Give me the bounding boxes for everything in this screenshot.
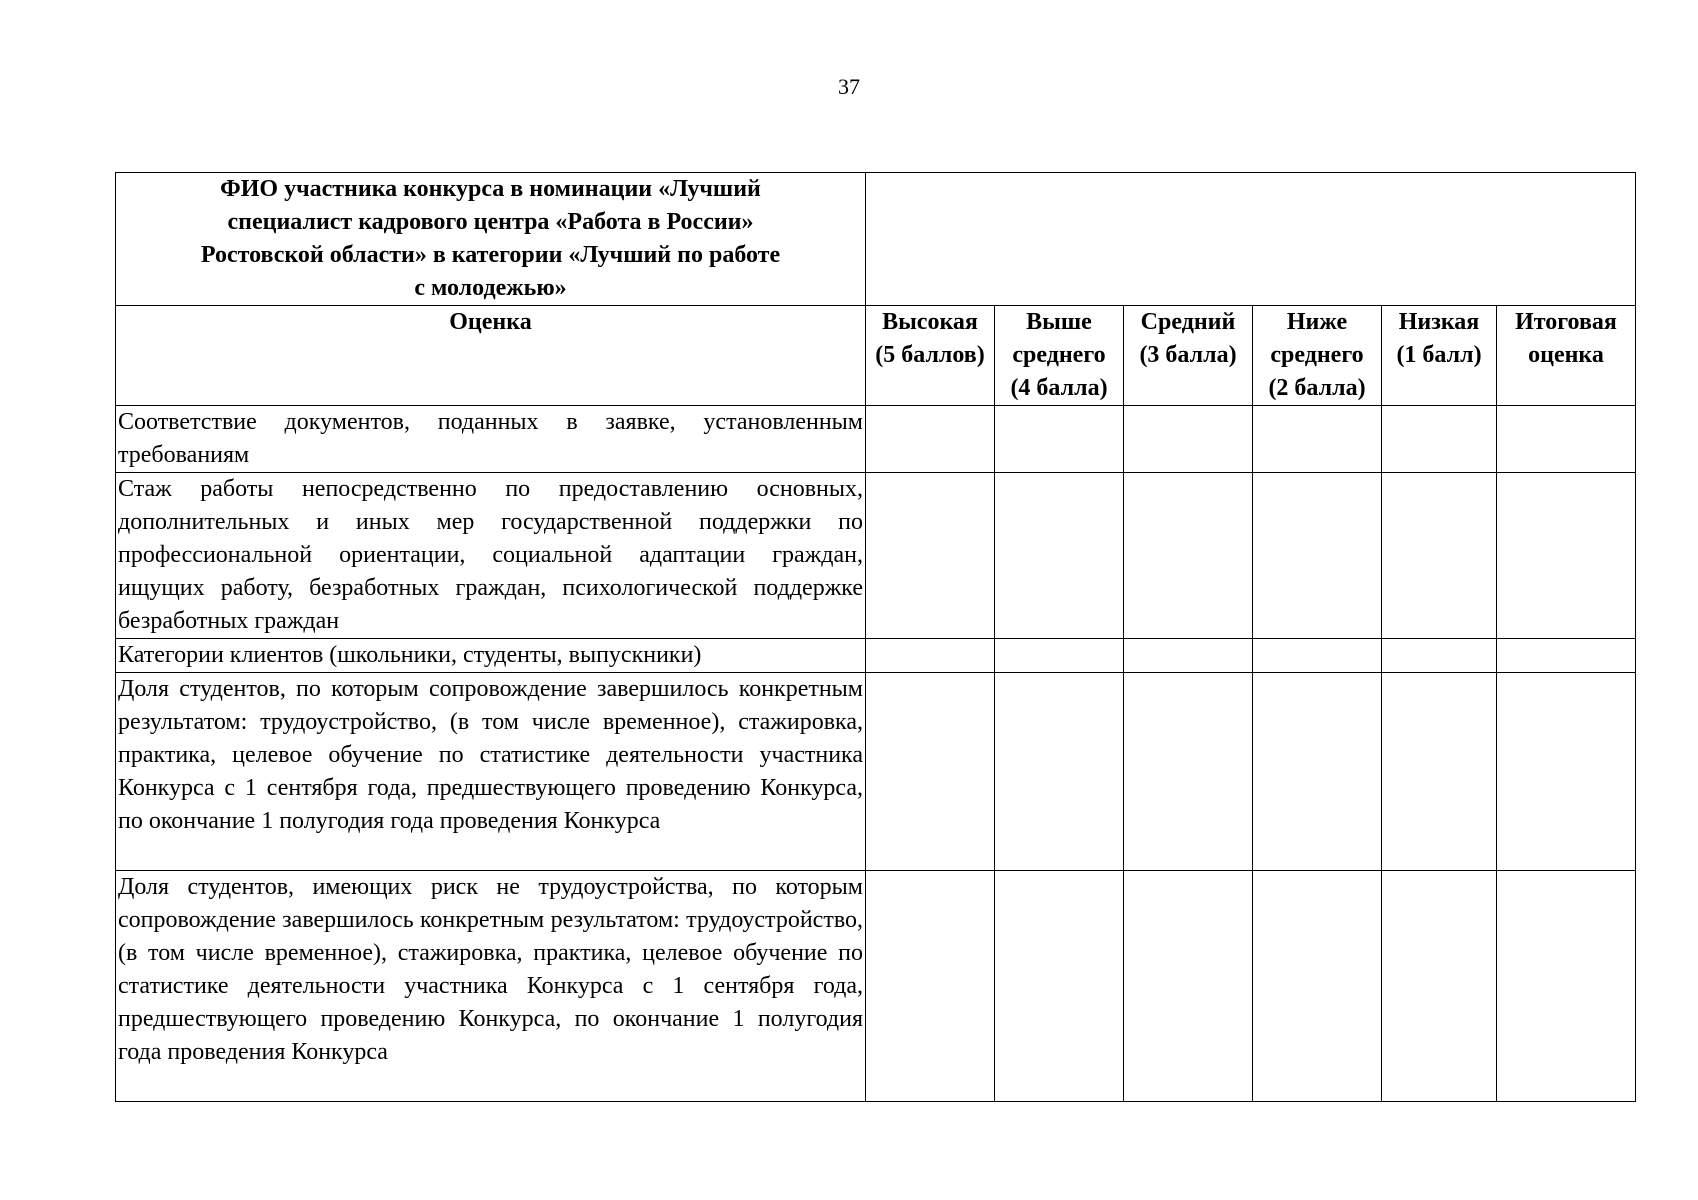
score-cell-3[interactable]: [1124, 406, 1253, 473]
column-header-line: Высокая: [882, 309, 978, 335]
column-header-line: (2 балла): [1268, 375, 1366, 401]
score-cell-3[interactable]: [1124, 871, 1253, 1102]
column-header-low: [1382, 306, 1497, 406]
column-header-line: (5 баллов): [875, 342, 985, 368]
column-header-line: Итоговая: [1515, 309, 1617, 335]
criterion-cell: Соответствие документов, поданных в заявке, установленным требованиям: [116, 406, 866, 473]
evaluation-label: Оценка: [116, 306, 866, 406]
score-cell-5[interactable]: [866, 871, 995, 1102]
score-cell-5[interactable]: [866, 673, 995, 871]
score-cell-4[interactable]: [995, 639, 1124, 673]
criterion-cell: Категории клиентов (школьники, студенты, выпускники): [116, 639, 866, 673]
score-cell-3[interactable]: [1124, 473, 1253, 639]
column-header-high: [866, 306, 995, 406]
score-cell-4[interactable]: [995, 871, 1124, 1102]
participant-header-cell: [116, 173, 866, 306]
participant-header-line: Ростовской области» в категории «Лучший по работе: [200, 242, 781, 268]
score-cell-3[interactable]: [1124, 673, 1253, 871]
column-header-below-average: [1253, 306, 1382, 406]
score-cell-2[interactable]: [1253, 871, 1382, 1102]
total-score-cell[interactable]: [1497, 473, 1636, 639]
criterion-cell: Доля студентов, имеющих риск не трудоустройства, по которым сопровождение завершилось конкретным результатом: трудоустройство, (в том числе временное), стажировка, практика, целевое обучение по статистике деятельности участника Конкурса с 1 сентября года, предшествующего проведению Конкурса, по окончание 1 полугодия года проведения Конкурса: [116, 871, 866, 1102]
total-score-cell[interactable]: [1497, 406, 1636, 473]
table-row: [116, 406, 1636, 473]
column-header-line: Средний: [1140, 309, 1236, 335]
total-score-cell[interactable]: [1497, 871, 1636, 1102]
score-cell-5[interactable]: [866, 639, 995, 673]
table-row: [116, 639, 1636, 673]
score-cell-1[interactable]: [1382, 871, 1497, 1102]
criterion-cell: Стаж работы непосредственно по предоставлению основных, дополнительных и иных мер государственной поддержки по профессиональной ориентации, социальной адаптации граждан, ищущих работу, безработных граждан, психологической поддержке безработных граждан: [116, 473, 866, 639]
evaluation-table: [115, 172, 1636, 1102]
score-cell-1[interactable]: [1382, 473, 1497, 639]
score-cell-5[interactable]: [866, 406, 995, 473]
column-header-line: (1 балл): [1396, 342, 1482, 368]
score-cell-2[interactable]: [1253, 473, 1382, 639]
score-cell-3[interactable]: [1124, 639, 1253, 673]
table-row: [116, 673, 1636, 871]
criterion-cell: Доля студентов, по которым сопровождение завершилось конкретным результатом: трудоустройство, (в том числе временное), стажировка, практика, целевое обучение по статистике деятельности участника Конкурса с 1 сентября года, предшествующего проведению Конкурса, по окончание 1 полугодия года проведения Конкурса: [116, 673, 866, 871]
score-cell-1[interactable]: [1382, 639, 1497, 673]
score-cell-4[interactable]: [995, 473, 1124, 639]
column-header-total: [1497, 306, 1636, 406]
score-cell-2[interactable]: [1253, 406, 1382, 473]
participant-header-line: ФИО участника конкурса в номинации «Лучший: [220, 176, 761, 202]
total-score-cell[interactable]: [1497, 673, 1636, 871]
participant-header-row: [116, 173, 1636, 306]
table-row: [116, 871, 1636, 1102]
score-cell-1[interactable]: [1382, 673, 1497, 871]
column-header-line: (3 балла): [1139, 342, 1237, 368]
column-header-line: Ниже: [1286, 309, 1348, 335]
score-cell-4[interactable]: [995, 406, 1124, 473]
page-number: 37: [838, 74, 860, 99]
score-cell-5[interactable]: [866, 473, 995, 639]
column-header-line: оценка: [1528, 342, 1604, 368]
participant-header-line: специалист кадрового центра «Работа в России»: [227, 209, 754, 235]
column-header-average: [1124, 306, 1253, 406]
column-header-line: среднего: [1012, 342, 1106, 368]
column-header-row: [116, 306, 1636, 406]
participant-header-line: с молодежью»: [414, 275, 567, 301]
participant-name-cell[interactable]: [866, 173, 1636, 306]
column-header-line: Выше: [1026, 309, 1092, 335]
column-header-line: (4 балла): [1010, 375, 1108, 401]
column-header-above-average: [995, 306, 1124, 406]
column-header-line: среднего: [1270, 342, 1364, 368]
table-row: [116, 473, 1636, 639]
score-cell-1[interactable]: [1382, 406, 1497, 473]
total-score-cell[interactable]: [1497, 639, 1636, 673]
column-header-line: Низкая: [1398, 309, 1480, 335]
score-cell-2[interactable]: [1253, 673, 1382, 871]
score-cell-4[interactable]: [995, 673, 1124, 871]
score-cell-2[interactable]: [1253, 639, 1382, 673]
